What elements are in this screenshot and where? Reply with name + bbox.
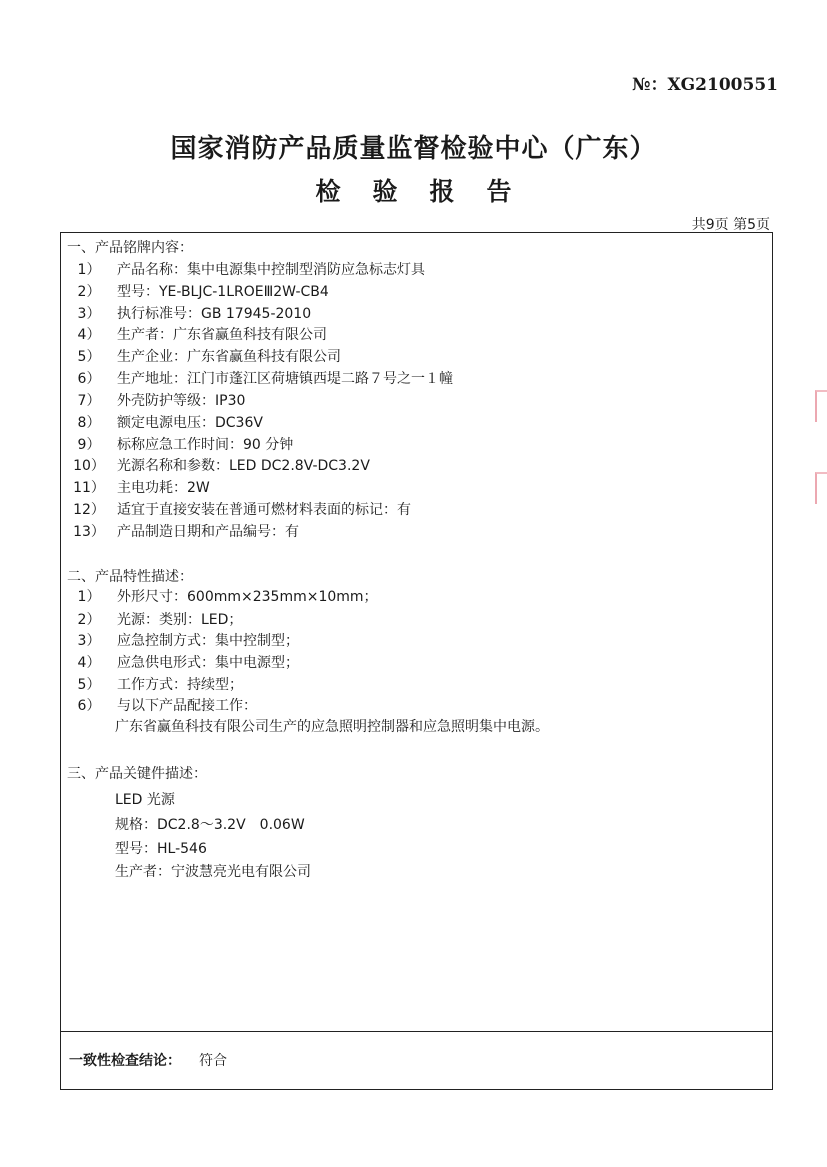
item-number: 4） xyxy=(77,655,101,671)
item-text: 标称应急工作时间：90 分钟 xyxy=(117,437,294,453)
item-number: 3） xyxy=(77,633,101,649)
item-text: 主电功耗：2W xyxy=(117,480,210,496)
stamp-mark xyxy=(815,472,827,504)
conclusion-value: 符合 xyxy=(199,1053,227,1069)
item-text: 生产地址：江门市蓬江区荷塘镇西堤二路７号之一１幢 xyxy=(117,371,453,387)
item-text: 生产企业：广东省赢鱼科技有限公司 xyxy=(117,349,341,365)
component-spec: 规格：DC2.8～3.2V 0.06W xyxy=(115,817,305,833)
item-number: 5） xyxy=(77,677,101,693)
seal-stamp-edge xyxy=(815,390,827,560)
item-number: 3） xyxy=(77,306,101,322)
section-heading-characteristics: 二、产品特性描述： xyxy=(67,569,193,585)
item-text: 适宜于直接安装在普通可燃材料表面的标记：有 xyxy=(117,502,411,518)
report-frame xyxy=(60,232,773,1090)
item-number: 10） xyxy=(73,458,105,474)
item-text: 工作方式：持续型； xyxy=(117,677,243,693)
page-indicator: 共9页 第5页 xyxy=(691,217,770,233)
report-title: 国家消防产品质量监督检验中心（广东） xyxy=(170,134,657,164)
item-text: 光源：类别：LED； xyxy=(117,612,243,628)
item-text: 应急供电形式：集中电源型； xyxy=(117,655,299,671)
item-continuation: 广东省赢鱼科技有限公司生产的应急照明控制器和应急照明集中电源。 xyxy=(115,719,549,735)
report-subtitle: 检验报告 xyxy=(315,177,544,206)
item-number: 8） xyxy=(77,415,101,431)
item-text: 执行标准号：GB 17945-2010 xyxy=(117,306,312,322)
item-text: 外形尺寸：600mm×235mm×10mm； xyxy=(117,589,378,605)
item-text: 生产者：广东省赢鱼科技有限公司 xyxy=(117,327,327,343)
component-name: LED 光源 xyxy=(115,792,175,808)
conclusion-label: 一致性检查结论： xyxy=(69,1053,181,1069)
item-number: 11） xyxy=(73,480,105,496)
item-number: 4） xyxy=(77,327,101,343)
item-text: 外壳防护等级：IP30 xyxy=(117,393,246,409)
item-text: 产品制造日期和产品编号：有 xyxy=(117,524,299,540)
item-text: 应急控制方式：集中控制型； xyxy=(117,633,299,649)
item-number: 6） xyxy=(77,698,101,714)
item-number: 6） xyxy=(77,371,101,387)
item-number: 12） xyxy=(73,502,105,518)
item-number: 7） xyxy=(77,393,101,409)
item-text: 型号：YE-BLJC-1LROEⅢ2W-CB4 xyxy=(117,284,329,300)
component-model: 型号：HL-546 xyxy=(115,841,207,857)
conclusion-divider xyxy=(61,1031,772,1032)
item-number: 13） xyxy=(73,524,105,540)
component-producer: 生产者：宁波慧亮光电有限公司 xyxy=(115,864,311,880)
item-text: 光源名称和参数：LED DC2.8V-DC3.2V xyxy=(117,458,370,474)
conclusion-row xyxy=(69,1051,227,1071)
item-number: 2） xyxy=(77,612,101,628)
item-text: 产品名称：集中电源集中控制型消防应急标志灯具 xyxy=(117,262,425,278)
item-number: 1） xyxy=(77,262,101,278)
section-heading-nameplate: 一、产品铭牌内容： xyxy=(67,240,193,256)
item-number: 2） xyxy=(77,284,101,300)
item-number: 1） xyxy=(77,589,101,605)
item-number: 5） xyxy=(77,349,101,365)
stamp-mark xyxy=(815,390,827,422)
section-heading-key-components: 三、产品关键件描述： xyxy=(67,766,207,782)
report-number: №：XG2100551 xyxy=(632,75,778,95)
item-text: 与以下产品配接工作： xyxy=(117,698,257,714)
item-text: 额定电源电压：DC36V xyxy=(117,415,263,431)
item-number: 9） xyxy=(77,437,101,453)
